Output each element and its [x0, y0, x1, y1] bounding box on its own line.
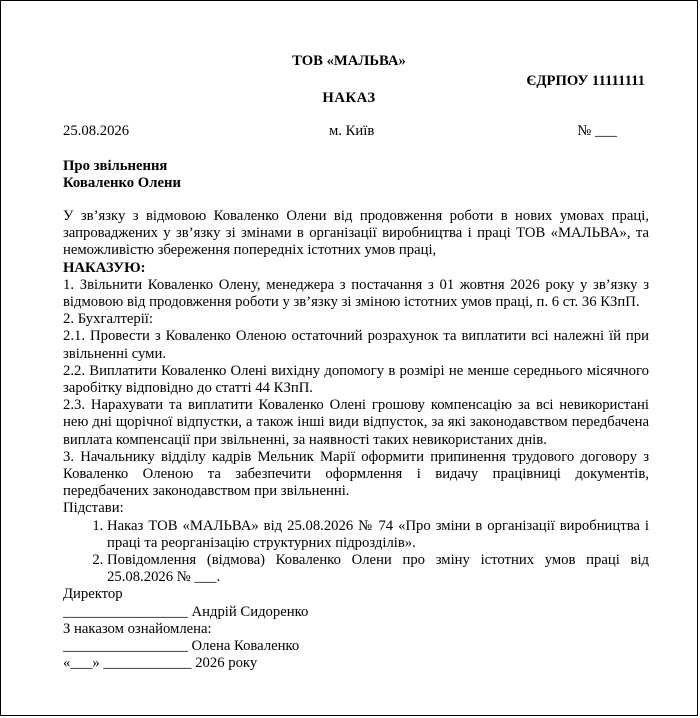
item-2: 2. Бухгалтерії:	[63, 311, 153, 328]
document-title: НАКАЗ	[322, 90, 376, 106]
acknowledgement-label: З наказом ознайомлена:	[63, 620, 212, 637]
acknowledgement-date-line: «___» ____________ 2026 року	[63, 655, 258, 672]
edrpou-code: ЄДРПОУ 11111111	[526, 73, 645, 89]
order-word: НАКАЗУЮ:	[63, 259, 146, 276]
item-3: 3. Начальнику відділу кадрів Мельник Марії оформити припинення трудового договору з Коваленко Оленою та забезпечити оформлення і видачу працівниці документів, передбачених законодавством при звільненні.	[63, 448, 649, 500]
director-title: Директор	[63, 586, 123, 603]
employee-signature-line: _________________ Олена Коваленко	[63, 638, 300, 655]
order-body	[63, 208, 649, 672]
item-2-2: 2.2. Виплатити Коваленко Олені вихідну допомогу в розмірі не менше середнього місячного заробітку відповідно до статті 44 КЗпП.	[63, 362, 649, 397]
preamble: У зв’язку з відмовою Коваленко Олени від продовження роботи в нових умовах праці, запроваджених у зв’язку зі змінами в організації виробництва і праці ТОВ «МАЛЬВА», та неможливістю збереження попередніх істотних умов праці,	[63, 208, 649, 259]
order-city: м. Київ	[329, 123, 375, 139]
bases-list	[63, 518, 649, 587]
subject-line-1: Про звільнення	[63, 158, 168, 174]
basis-1: 1. Наказ ТОВ «МАЛЬВА» від 25.08.2026 № 74 «Про зміни в організації виробництва і праці та реорганізацію структурних підрозділів».	[107, 518, 649, 552]
order-date: 25.08.2026	[63, 123, 130, 139]
company-name: ТОВ «МАЛЬВА»	[292, 53, 406, 69]
item-1: 1. Звільнити Коваленко Олену, менеджера з постачання з 01 жовтня 2026 року у зв’язку з відмовою від продовження роботи у зв’язку зі зміною істотних умов праці, п. 6 ст. 36 КЗпП.	[63, 276, 649, 311]
item-2-1: 2.1. Провести з Коваленко Оленою остаточний розрахунок та виплатити всі належні їй при звільненні суми.	[63, 328, 649, 362]
director-signature-line: _________________ Андрій Сидоренко	[63, 603, 309, 620]
subject-line-2: Коваленко Олени	[63, 175, 181, 192]
bases-label: Підстави:	[63, 500, 124, 517]
item-2-3: 2.3. Нарахувати та виплатити Коваленко Олені грошову компенсацію за всі невикористані нею дні щорічної відпустки, а також інші види відпусток, за які законодавством передбачена виплата компенсації при звільненні, за наявності таких невикористаних днів.	[63, 397, 649, 448]
basis-2: 2. Повідомлення (відмова) Коваленко Олени про зміну істотних умов праці від 25.08.2026 № ___.	[107, 552, 649, 586]
order-number: № ___	[577, 123, 617, 139]
order-subject	[63, 158, 181, 192]
